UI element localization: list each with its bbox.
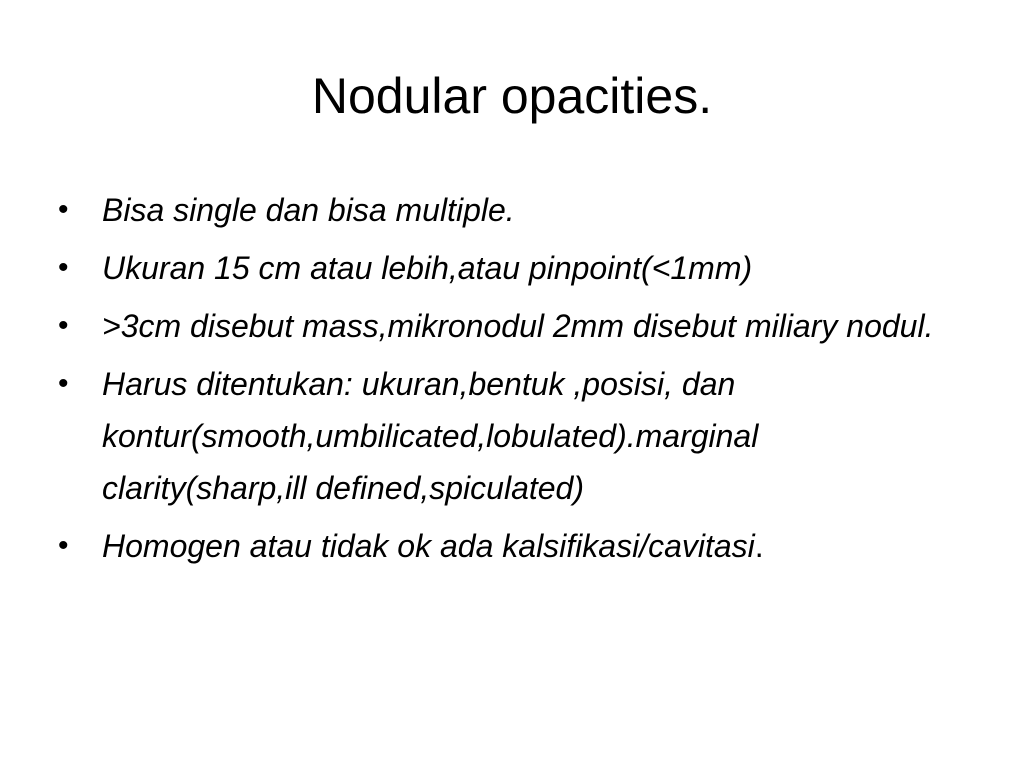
- bullet-icon: •: [58, 529, 69, 562]
- bullet-text: Bisa single dan bisa multiple.: [102, 192, 515, 228]
- list-item: [58, 300, 968, 352]
- bullet-text-wrapper: [102, 520, 968, 572]
- bullet-text: >3cm disebut mass,mikronodul 2mm disebut miliary nodul.: [102, 308, 934, 344]
- list-item: [58, 358, 968, 514]
- bullet-icon: •: [58, 193, 69, 226]
- list-item: [58, 184, 968, 236]
- bullet-text: Harus ditentukan: ukuran,bentuk ,posisi, dan kontur(smooth,umbilicated,lobulated).marginal clarity(sharp,ill defined,spiculated): [102, 366, 759, 506]
- list-item: [58, 242, 968, 294]
- bullet-trailing-period: .: [754, 528, 764, 564]
- list-item: [58, 520, 968, 572]
- slide-title: Nodular opacities.: [311, 68, 713, 124]
- bullet-text: Ukuran 15 cm atau lebih,atau pinpoint(<1mm): [102, 250, 753, 286]
- bullet-list: [58, 184, 968, 572]
- bullet-icon: •: [58, 309, 69, 342]
- bullet-icon: •: [58, 367, 69, 400]
- bullet-text: Homogen atau tidak ok ada kalsifikasi/cavitasi: [102, 528, 755, 564]
- bullet-icon: •: [58, 251, 69, 284]
